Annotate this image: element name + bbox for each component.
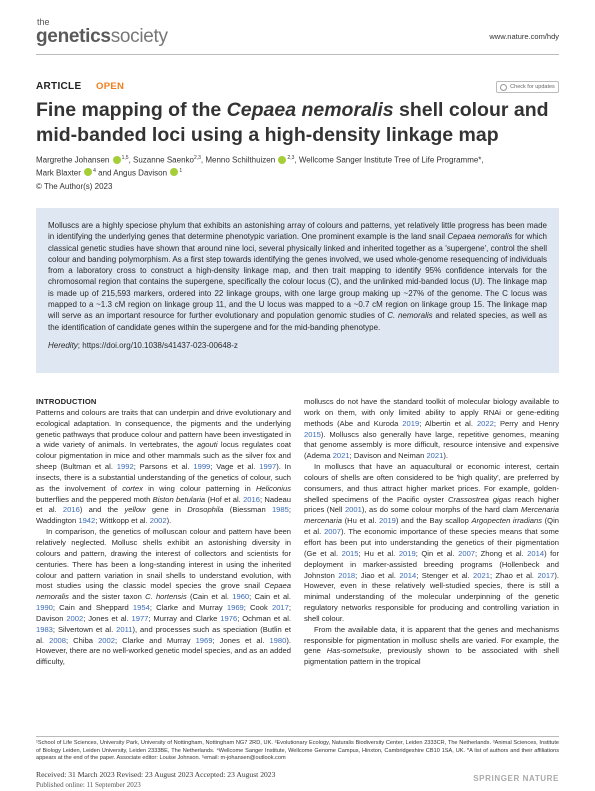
citation-line	[48, 341, 547, 350]
orcid-icon[interactable]	[278, 156, 286, 164]
title-species: Cepaea nemoralis	[226, 99, 394, 121]
article-title	[36, 98, 559, 148]
abstract-text: Molluscs are a highly speciose phylum that exhibits an astonishing array of colours and patterns, yet relatively little progress has been made in identifying the underlying genes that determine phenotypic variation. One prominent example is the land snail Cepaea nemoralis for which classical genetic studies have shown that around nine loci, several physically linked and inherited together as a 'supergene', control the shell colour and banding polymorphism. As a first step towards identifying the genes involved, we used whole-genome resequencing of individuals from a laboratory cross to construct a high-density linkage map, and then trait mapping to identify 95% confidence intervals for the chromosomal region that contains the supergene, specifically the colour locus (C), and the unlinked mid-banded locus (U). The linkage map is made up of 215,593 markers, ordered into 22 linkage groups, with one large group making up ~27% of the genome. The C locus was mapped to a ~1.3 cM region on linkage group 11, and the U locus was mapped to a ~0.7 cM region on linkage group 15. The linkage map will serve as an important resource for further evolutionary and population genomic studies of C. nemoralis and related species, as well as the identification of candidate genes within the supergene and for the mid-banding phenotype.	[48, 221, 548, 332]
journal-name: Heredity	[48, 340, 78, 350]
body-paragraph: In comparison, the genetics of molluscan colour and pattern have been relatively neglected. Mollusc shells exhibit an astonishing diversity in colours and pattern, drawing the interest of collectors and scientists for centuries. There has been a long-standing interest in using the inherited colour and pattern variation in snail shells to understand evolution, with most studies using the classic model species the grove snail Cepaea nemoralis and the sister taxon C. hortensis (Cain et al. 1960; Cain et al. 1990; Cain and Sheppard 1954; Clarke and Murray 1969; Cook 2017; Davison 2002; Jones et al. 1977; Murray and Clarke 1976; Ochman et al. 1983; Silvertown et al. 2011), and processes such as speciation (Butlin et al. 2008; Chiba 2002; Clarke and Murray 1969; Jones et al. 1980). However, there are no well-worked genetic model species, and as an added difficulty,	[36, 527, 292, 667]
body-paragraph: From the available data, it is apparent that the genes and mechanisms responsible for pigmentation in mollusc shells are varied. For example, the gene Has-sometsuke, previously shown to be associated with shell pigmentation pattern in the tropical	[304, 624, 559, 667]
header-divider	[36, 54, 559, 55]
author-name[interactable]: , Wellcome Sanger Institute Tree of Life Programme*,	[294, 155, 484, 165]
abstract-box	[36, 208, 559, 373]
orcid-icon[interactable]	[113, 156, 121, 164]
orcid-icon[interactable]	[170, 168, 178, 176]
section-heading: INTRODUCTION	[36, 397, 97, 406]
author-list	[36, 153, 559, 178]
author-name[interactable]: Margrethe Johansen	[36, 155, 110, 165]
logo-genetics: genetics	[36, 26, 111, 47]
author-name[interactable]: , Menno Schilthuizen	[200, 155, 276, 165]
journal-url[interactable]: www.nature.com/hdy	[489, 32, 559, 41]
journal-logo[interactable]	[36, 18, 168, 46]
body-paragraph: molluscs do not have the standard toolkit of molecular biology available to work on them, with only limited ability to apply RNAi or gene-editing methods (Abe and Kuroda 2019; Albertin et al. 2022; Perry and Henry 2015). Molluscs also generally have large, repetitive genomes, meaning that genome assembly is more difficult, resource intensive and expensive (Adema 2021; Davison and Neiman 2021).	[304, 397, 559, 461]
title-part: shell colour and mid-banded loci using a high-density linkage map	[36, 99, 549, 146]
author-affil: 1,5	[121, 155, 129, 161]
check-for-updates-button[interactable]	[496, 81, 559, 93]
author-affil: 4	[93, 167, 96, 174]
article-type-label: ARTICLE	[36, 81, 82, 92]
body-column-right	[304, 397, 559, 668]
author-affil: 1	[179, 167, 183, 174]
copyright-notice: © The Author(s) 2023	[36, 182, 113, 191]
publication-dates: Received: 31 March 2023 Revised: 23 August 2023 Accepted: 23 August 2023	[36, 770, 276, 779]
update-icon	[500, 84, 507, 91]
open-access-label: OPEN	[96, 81, 125, 92]
author-name[interactable]: and Angus Davison	[95, 168, 168, 178]
logo-society: society	[110, 26, 168, 47]
published-online: Published online: 11 September 2023	[36, 781, 141, 789]
affiliations-footnote: ¹School of Life Sciences, University Park, University of Nottingham, Nottingham NG7 2RD, UK. ²Evolutionary Ecology, Naturalis Biodiversity Center, Leiden 2333CR, The Netherlands. ³Animal Sciences, Institute of Biology Leiden, Leiden University, Leiden 2333BE, The Netherlands. ⁴Wellcome Sanger Institute, Wellcome Genome Campus, Hinxton, Cambridgeshire CB10 1SA, UK. *A list of authors and their affiliations appears at the end of the paper. Associate editor: Louise Johnson. ⁵email: m-johansen@outlook.com	[36, 740, 559, 762]
body-column-left	[36, 397, 291, 668]
author-name[interactable]: , Suzanne Saenko	[128, 155, 194, 165]
author-affil: 2,3	[287, 155, 295, 161]
body-paragraph: Patterns and colours are traits that can underpin and drive evolutionary and ecological adaptation. In consequence, the pigments and the underlying genetic pathways that produce colour and pattern have been investigated in a wide variety of animals. In vertebrates, the agouti locus regulates coat colour pigmentation in mice and other mammals such as the silver fox and sheep (Bultman et al. 1992; Parsons et al. 1999; Vage et al. 1997). In insects, there is a substantial understanding of the genetics of colour, such as the involvement of cortex in wing colour patterning in Heliconius butterflies and the peppered moth Biston betularia (Hof et al. 2016; Nadeau et al. 2016) and the yellow gene in Drosophila (Biessman 1985; Waddington 1942; Wittkopp et al. 2002).	[36, 407, 292, 526]
publisher-logo: SPRINGER NATURE	[473, 774, 559, 783]
logo-the: the	[37, 17, 50, 27]
footnote-divider	[36, 736, 559, 737]
body-paragraph: In molluscs that have an aquacultural or economic interest, certain colours of shells are often considered to be 'high quality', are preferred by consumers, and thus attract higher market prices. For example, golden-shelled specimens of the Pacific oyster Crassostrea gigas reach higher prices (Nell 2001), as do some colour morphs of the hard clam Mercenaria mercenaria (Hu et al. 2019) and the Bay scallop Argopecten irradians (Qin et al. 2007). The economic importance of these species means that some effort has been put into understanding the genetics of their pigmentation (Ge et al. 2015; Hu et al. 2019; Qin et al. 2007; Zhong et al. 2014) for deployment in marker-assisted breeding programs (Hollenbeck and Johnston 2018; Jiao et al. 2014; Stenger et al. 2021; Zhao et al. 2017). However, even in these relatively well-studied species, there is still a minimal understanding of the molecular underpinning of the genetic regulatory networks responsible for producing and controlling variation in shell colour.	[304, 462, 560, 623]
author-affil: 2,3	[193, 155, 201, 161]
orcid-icon[interactable]	[84, 168, 92, 176]
check-for-updates-label: Check for updates	[510, 84, 555, 90]
title-part: Fine mapping of the	[36, 99, 227, 121]
author-name[interactable]: Mark Blaxter	[36, 168, 81, 178]
doi-link[interactable]: ; https://doi.org/10.1038/s41437-023-00648-z	[77, 340, 238, 350]
